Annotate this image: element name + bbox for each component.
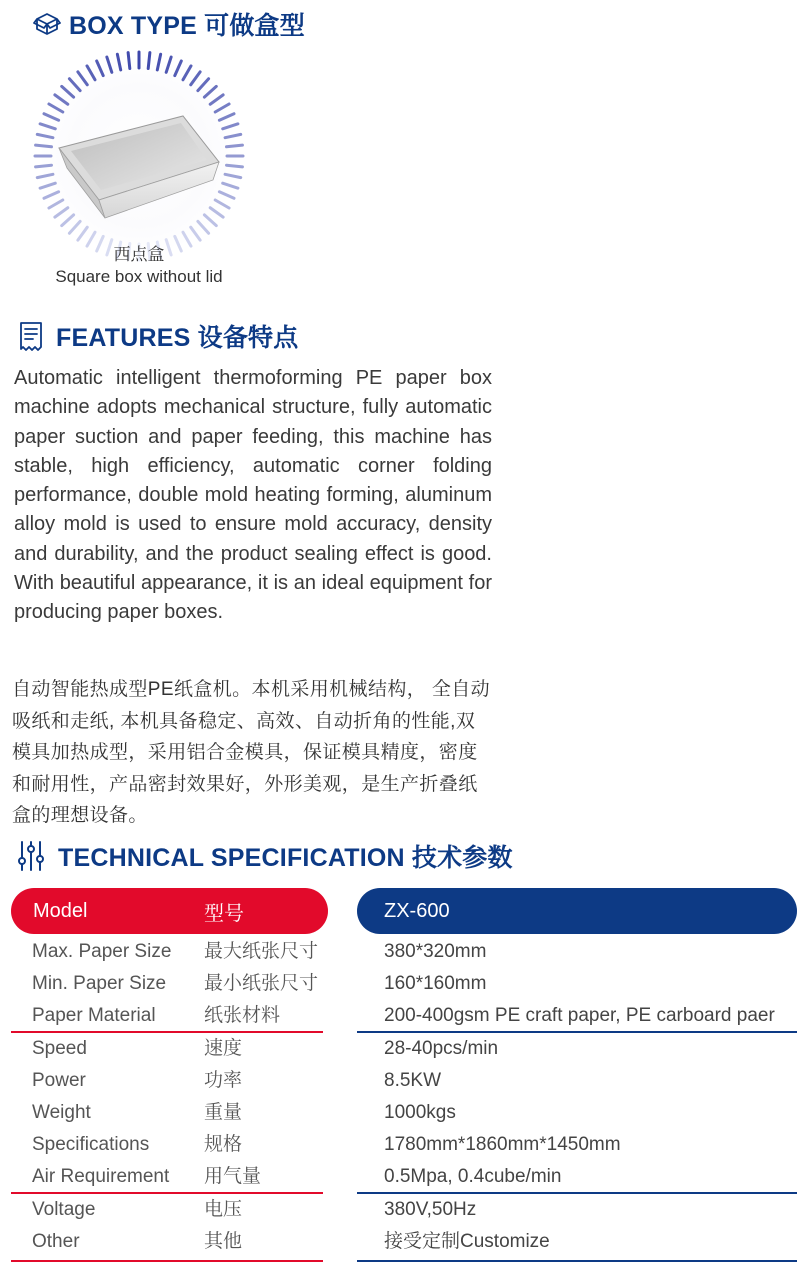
spec-label-en: Air Requirement — [32, 1166, 170, 1187]
box-type-heading — [33, 6, 305, 42]
spec-label-cn: 功率 — [204, 1070, 243, 1091]
spec-label-en: Speed — [32, 1038, 87, 1059]
spec-label-cn: 其他 — [204, 1231, 243, 1252]
spec-value: 28-40pcs/min — [384, 1038, 499, 1059]
header-model-value: ZX-600 — [384, 899, 450, 922]
spec-label-en: Paper Material — [32, 1005, 156, 1026]
ring-tick — [36, 165, 52, 167]
features-title: FEATURES 设备特点 — [56, 324, 299, 352]
spec-label-cn: 纸张材料 — [204, 1005, 281, 1026]
spec-value: 200-400gsm PE craft paper, PE carboard paer — [384, 1005, 775, 1026]
spec-label-en: Specifications — [32, 1134, 150, 1155]
box-name-en: Square box without lid — [55, 267, 223, 286]
header-model-cn: 型号 — [204, 902, 244, 925]
ring-tick — [128, 53, 130, 69]
box-icon — [33, 10, 61, 38]
spec-value: 1000kgs — [384, 1102, 456, 1123]
ring-tick — [36, 145, 52, 147]
spec-label-cn: 最小纸张尺寸 — [204, 973, 319, 994]
ring-tick — [148, 53, 150, 69]
spec-label-cn: 速度 — [204, 1038, 243, 1059]
spec-header-label — [11, 888, 328, 934]
tech-spec-heading — [16, 838, 513, 874]
spec-value: 380V,50Hz — [384, 1199, 477, 1220]
spec-value: 160*160mm — [384, 973, 487, 994]
spec-label-cn: 规格 — [204, 1134, 243, 1155]
spec-value: 380*320mm — [384, 941, 487, 962]
spec-label-cn: 电压 — [204, 1199, 243, 1220]
box-type-title: BOX TYPE 可做盒型 — [69, 12, 305, 40]
spec-value: 0.5Mpa, 0.4cube/min — [384, 1166, 562, 1187]
header-model-en: Model — [33, 899, 88, 922]
features-text-en: Automatic intelligent thermoforming PE paper box machine adopts mechanical structure, fully automatic paper suction and paper feeding, this machine has stable, high efficiency, automatic corner folding performance, double mold heating forming, aluminum alloy mold is used to ensure mold accuracy, density and durability, and the product sealing effect is good. With beautiful appearance, it is an ideal equipment for producing paper boxes. — [14, 367, 492, 624]
spec-label-en: Power — [32, 1070, 86, 1091]
document-icon — [16, 320, 46, 352]
spec-value: 8.5KW — [384, 1070, 442, 1091]
spec-value: 1780mm*1860mm*1450mm — [384, 1134, 621, 1155]
spec-label-en: Voltage — [32, 1199, 96, 1220]
spec-value: 接受定制Customize — [384, 1231, 550, 1252]
tech-spec-title: TECHNICAL SPECIFICATION 技术参数 — [58, 844, 513, 872]
spec-header-value — [357, 888, 797, 934]
spec-label-en: Other — [32, 1231, 80, 1252]
spec-label-cn: 重量 — [204, 1102, 243, 1123]
ring-tick — [227, 145, 243, 147]
row-divider-red — [11, 1260, 323, 1262]
spec-label-cn: 用气量 — [204, 1166, 262, 1187]
spec-label-en: Max. Paper Size — [32, 941, 172, 962]
spec-label-en: Weight — [32, 1102, 91, 1123]
row-divider-blue — [357, 1260, 797, 1262]
spec-label-en: Min. Paper Size — [32, 973, 167, 994]
sliders-icon — [16, 839, 46, 873]
ring-tick — [227, 165, 243, 167]
features-text-cn: 自动智能热成型PE纸盒机。本机采用机械结构， 全自动吸纸和走纸, 本机具备稳定、高效、自动折角的性能,双模具加热成型，采用铝合金模具，保证模具精度，密度和耐用性，产品密封效果好，外形美观，是生产折叠纸盒的理想设备。 — [12, 679, 491, 826]
features-heading — [16, 318, 298, 354]
spec-label-cn: 最大纸张尺寸 — [204, 941, 319, 962]
box-figure — [33, 50, 245, 262]
box-name-cn: 西点盒 — [113, 245, 165, 264]
